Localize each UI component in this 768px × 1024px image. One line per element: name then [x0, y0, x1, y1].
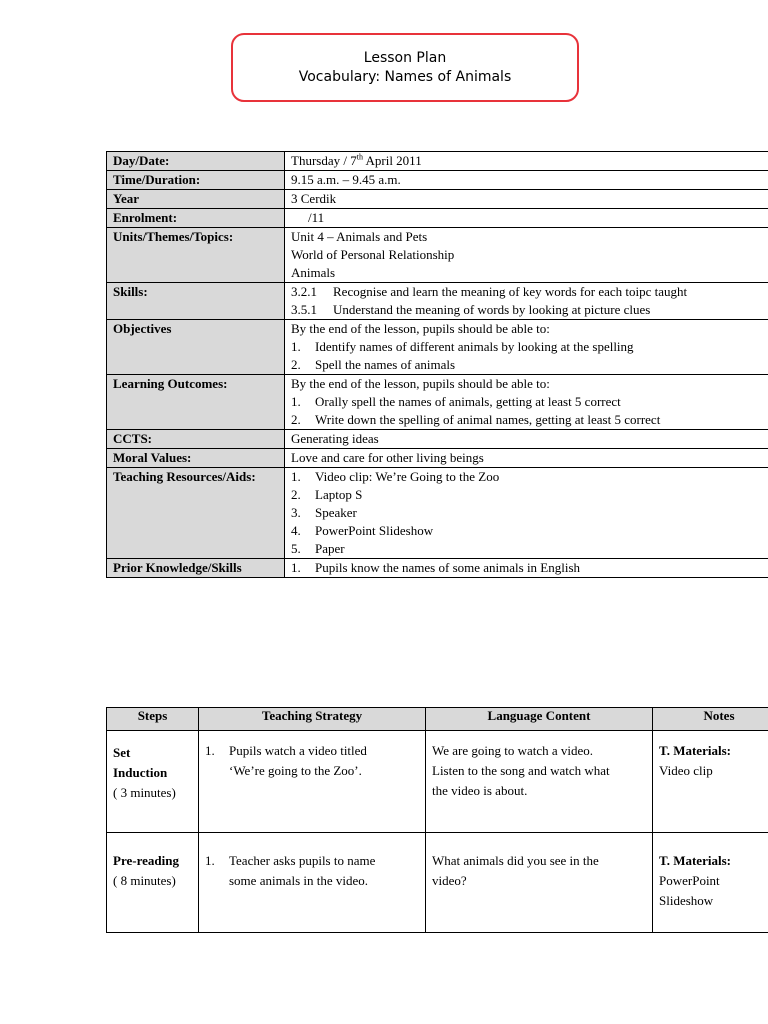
enrolment-value: /11	[285, 209, 768, 228]
notes-cell: T. Materials: PowerPoint Slideshow	[653, 833, 768, 933]
outcomes-value	[285, 375, 768, 430]
language-content-cell: We are going to watch a video. Listen to the song and watch what the video is about.	[426, 731, 653, 833]
ccts-value: Generating ideas	[285, 430, 768, 449]
notes-header: Notes	[653, 708, 768, 731]
language-content-header: Language Content	[426, 708, 653, 731]
info-row-units	[107, 228, 768, 283]
skills-value	[285, 283, 768, 320]
units-line: World of Personal Relationship	[291, 247, 455, 262]
units-value	[285, 228, 768, 283]
step-row-pre-reading	[107, 833, 768, 933]
lesson-info-table	[106, 151, 768, 578]
step-name-cont: Induction	[113, 765, 168, 780]
resource-item: 4. PowerPoint Slideshow	[291, 523, 434, 538]
info-row-date	[107, 152, 768, 171]
skill-item: 3.2.1 Recognise and learn the meaning of key words for each toipc taught	[291, 284, 688, 299]
step-name-cell	[107, 731, 199, 833]
info-row-year	[107, 190, 768, 209]
info-row-time	[107, 171, 768, 190]
outcomes-intro: By the end of the lesson, pupils should be able to:	[291, 376, 550, 391]
info-row-moral	[107, 449, 768, 468]
units-label: Units/Themes/Topics:	[107, 228, 285, 283]
step-name: Pre-reading	[113, 853, 179, 868]
resource-item: 3. Speaker	[291, 505, 357, 520]
outcome-item: 1. Orally spell the names of animals, getting at least 5 correct	[291, 394, 621, 409]
units-line: Animals	[291, 265, 336, 280]
prior-knowledge-value	[285, 559, 768, 578]
day-date-label: Day/Date:	[107, 152, 285, 171]
info-row-skills	[107, 283, 768, 320]
steps-header: Steps	[107, 708, 199, 731]
step-row-set-induction	[107, 731, 768, 833]
language-content-cell: What animals did you see in the video?	[426, 833, 653, 933]
lesson-title-box	[231, 33, 579, 102]
skill-item: 3.5.1 Understand the meaning of words by looking at picture clues	[291, 302, 651, 317]
objectives-intro: By the end of the lesson, pupils should be able to:	[291, 321, 550, 336]
notes-cell: T. Materials: Video clip	[653, 731, 768, 833]
resource-item: 5. Paper	[291, 541, 345, 556]
lesson-plan-heading: Lesson Plan	[363, 49, 447, 66]
units-line: Unit 4 – Animals and Pets	[291, 229, 428, 244]
step-name: Set	[113, 745, 131, 760]
outcome-item: 2. Write down the spelling of animal names, getting at least 5 correct	[291, 412, 661, 427]
step-name-cell	[107, 833, 199, 933]
strategy-cell: 1. Teacher asks pupils to name some animals in the video.	[199, 833, 426, 933]
year-label: Year	[107, 190, 285, 209]
info-row-resources	[107, 468, 768, 559]
resource-item: 1. Video clip: We’re Going to the Zoo	[291, 469, 500, 484]
info-row-outcomes	[107, 375, 768, 430]
moral-values-value: Love and care for other living beings	[285, 449, 768, 468]
steps-header-row	[107, 708, 768, 731]
time-label: Time/Duration:	[107, 171, 285, 190]
resources-label: Teaching Resources/Aids:	[107, 468, 285, 559]
objectives-value	[285, 320, 768, 375]
info-row-objectives	[107, 320, 768, 375]
enrolment-label: Enrolment:	[107, 209, 285, 228]
resource-item: 2. Laptop S	[291, 487, 363, 502]
info-row-enrolment	[107, 209, 768, 228]
objectives-label: Objectives	[107, 320, 285, 375]
skills-label: Skills:	[107, 283, 285, 320]
step-duration: ( 3 minutes)	[113, 785, 176, 800]
lesson-topic-heading: Vocabulary: Names of Animals	[298, 68, 512, 85]
prior-knowledge-label: Prior Knowledge/Skills	[107, 559, 285, 578]
moral-values-label: Moral Values:	[107, 449, 285, 468]
outcomes-label: Learning Outcomes:	[107, 375, 285, 430]
objective-item: 1. Identify names of different animals by looking at the spelling	[291, 339, 634, 354]
lesson-steps-table	[106, 707, 768, 933]
ccts-label: CCTS:	[107, 430, 285, 449]
strategy-cell: 1. Pupils watch a video titled ‘We’re going to the Zoo’.	[199, 731, 426, 833]
info-row-prior	[107, 559, 768, 578]
year-value: 3 Cerdik	[285, 190, 768, 209]
step-duration: ( 8 minutes)	[113, 873, 176, 888]
time-value: 9.15 a.m. – 9.45 a.m.	[285, 171, 768, 190]
info-row-ccts	[107, 430, 768, 449]
strategy-header: Teaching Strategy	[199, 708, 426, 731]
prior-item: 1. Pupils know the names of some animals in English	[291, 560, 581, 575]
resources-value	[285, 468, 768, 559]
day-date-value: Thursday / 7th April 2011	[285, 152, 768, 171]
objective-item: 2. Spell the names of animals	[291, 357, 456, 372]
